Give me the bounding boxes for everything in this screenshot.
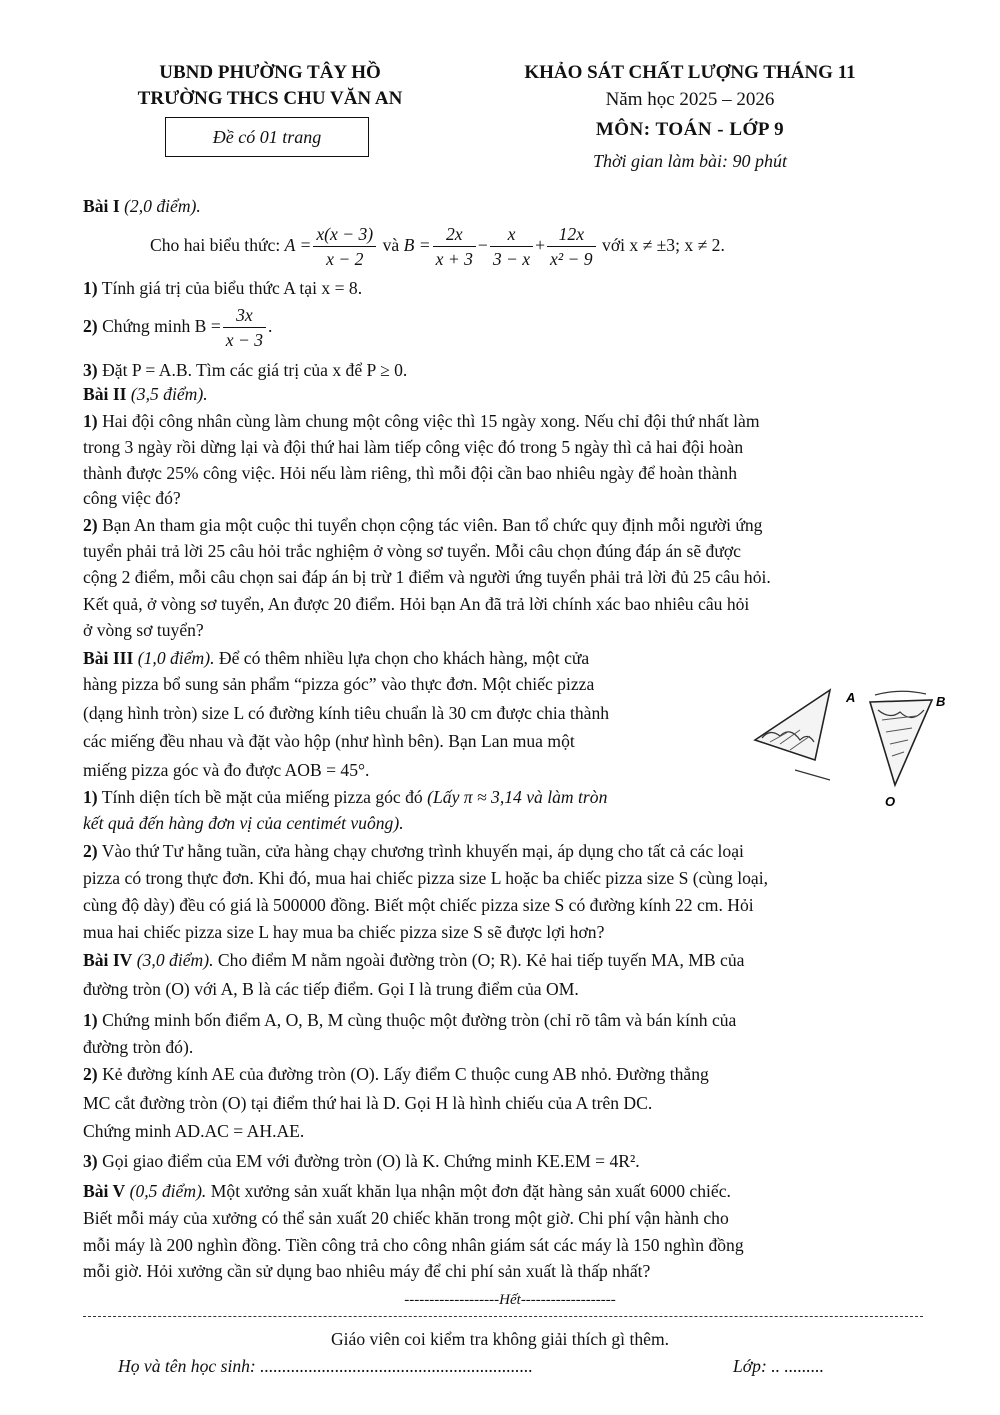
bai1-points: (2,0 điểm). bbox=[124, 196, 201, 216]
pizza-slice-left bbox=[755, 690, 830, 780]
bai2-p2-line1 bbox=[83, 514, 762, 537]
proctor-note: Giáo viên coi kiểm tra không giải thích gì thêm. bbox=[330, 1329, 670, 1349]
bai3-line4: các miếng đều nhau và đặt vào hộp (như hình bên). Bạn Lan mua một bbox=[83, 731, 575, 751]
and-word: và bbox=[382, 235, 400, 255]
bai2-title: Bài II bbox=[83, 384, 127, 404]
bai3-q2-text1: Vào thứ Tư hằng tuần, cửa hàng chạy chương trình khuyến mại, áp dụng cho tất cả các loại bbox=[101, 841, 744, 861]
bai1-q2-end: . bbox=[268, 316, 273, 336]
bai4-q2-label: 2) bbox=[83, 1064, 98, 1084]
expr-B-term2 bbox=[490, 222, 533, 271]
bai5-line2: Biết mỗi máy của xưởng có thể sản xuất 20 chiếc khăn trong một giờ. Chi phí vận hành cho bbox=[83, 1208, 729, 1228]
bai1-q2 bbox=[83, 300, 272, 352]
bai3-title: Bài III bbox=[83, 648, 134, 668]
bai3-q1-text1-italic: (Lấy π ≈ 3,14 và làm tròn bbox=[427, 787, 608, 807]
bai4-q2-line2: MC cắt đường tròn (O) tại điểm thứ hai là D. Gọi H là hình chiếu của A trên DC. bbox=[83, 1093, 653, 1113]
bai5-points: (0,5 điểm). bbox=[129, 1181, 207, 1201]
bai4-title: Bài IV bbox=[83, 950, 133, 970]
expr-A-label: A = bbox=[284, 235, 312, 255]
bai1-expressions bbox=[150, 220, 725, 271]
expr-A-denominator: x − 2 bbox=[326, 249, 364, 270]
plus-sign: + bbox=[535, 235, 546, 255]
bai3-q2-line1 bbox=[83, 840, 744, 863]
expr-B-term2-den: 3 − x bbox=[492, 249, 531, 270]
bai3-points: (1,0 điểm). bbox=[137, 648, 215, 668]
bai4-q3-label: 3) bbox=[83, 1151, 98, 1171]
expr-B-term3-den: x² − 9 bbox=[550, 249, 593, 270]
bai2-points: (3,5 điểm). bbox=[130, 384, 208, 404]
bai2-p2-line4: Kết quả, ở vòng sơ tuyển, An được 20 điểm. Hỏi bạn An đã trả lời chính xác bao nhiêu câu hỏi bbox=[83, 594, 750, 614]
bai2-p2-line5: ở vòng sơ tuyển? bbox=[83, 620, 204, 640]
bai2-p2-line2: tuyển phải trả lời 25 câu hỏi trắc nghiệm ở vòng sơ tuyển. Mỗi câu chọn đúng đáp án sẽ được bbox=[83, 541, 741, 561]
bai1-q1 bbox=[83, 277, 362, 300]
expr-B-term1 bbox=[433, 222, 476, 271]
bai3-line5: miếng pizza góc và đo được AOB = 45°. bbox=[83, 760, 370, 780]
bai3-line2: hàng pizza bổ sung sản phẩm “pizza góc” vào thực đơn. Một chiếc pizza bbox=[83, 674, 595, 694]
bai4-q1-line1 bbox=[83, 1009, 736, 1032]
bai5-text1: Một xưởng sản xuất khăn lụa nhận một đơn đặt hàng sản xuất 6000 chiếc. bbox=[210, 1181, 731, 1201]
expr-A-numerator: x(x − 3) bbox=[313, 222, 376, 247]
school-name: TRƯỜNG THCS CHU VĂN AN bbox=[137, 88, 403, 109]
bai3-line3: (dạng hình tròn) size L có đường kính tiêu chuẩn là 30 cm được chia thành bbox=[83, 703, 610, 723]
minus-sign: − bbox=[477, 235, 488, 255]
page-count-box: Đề có 01 trang bbox=[165, 117, 369, 157]
bai3-q2-line3: cùng độ dày) đều có giá là 500000 đồng. Biết một chiếc pizza size S có đường kính 22 cm. Hỏi bbox=[83, 895, 754, 915]
bai2-heading bbox=[83, 383, 208, 406]
bai2-p1-text1: Hai đội công nhân cùng làm chung một công việc thì 15 ngày xong. Nếu chỉ đội thứ nhất làm bbox=[102, 411, 760, 431]
bai4-q3-text: Gọi giao điểm của EM với đường tròn (O) là K. Chứng minh KE.EM = 4R². bbox=[102, 1151, 640, 1171]
bai2-p1-line4: công việc đó? bbox=[83, 488, 181, 508]
bai5-line3: mỗi máy là 200 nghìn đồng. Tiền công trả cho công nhân giám sát các máy là 150 nghìn đồng bbox=[83, 1235, 744, 1255]
bai5-line1 bbox=[83, 1180, 731, 1203]
bai2-p2-label: 2) bbox=[83, 515, 98, 535]
bai1-intro: Cho hai biểu thức: bbox=[150, 235, 281, 255]
bai4-q1-label: 1) bbox=[83, 1010, 98, 1030]
bai1-q3-text: Đặt P = A.B. Tìm các giá trị của x để P ≥ 0. bbox=[102, 360, 408, 380]
exam-duration: Thời gian làm bài: 90 phút bbox=[592, 151, 788, 171]
class-field: Lớp: .. ......... bbox=[733, 1356, 825, 1376]
bai5-title: Bài V bbox=[83, 1181, 126, 1201]
bai4-text1: Cho điểm M nằm ngoài đường tròn (O; R). Kẻ hai tiếp tuyến MA, MB của bbox=[217, 950, 745, 970]
bai3-q1-text1: Tính diện tích bề mặt của miếng pizza góc đó bbox=[101, 787, 423, 807]
domain-condition: với x ≠ ±3; x ≠ 2. bbox=[602, 235, 725, 255]
bai1-q1-label: 1) bbox=[83, 278, 98, 298]
label-A: A bbox=[846, 690, 856, 705]
bai3-q2-label: 2) bbox=[83, 841, 98, 861]
end-marker: -------------------Hết------------------- bbox=[404, 1292, 616, 1308]
bai3-q2-line4: mua hai chiếc pizza size L hay mua ba chiếc pizza size S sẽ được lợi hơn? bbox=[83, 922, 605, 942]
bai2-p1-line2: trong 3 ngày rồi dừng lại và đội thứ hai làm tiếp công việc đó trong 5 ngày thì cả hai đội hoàn bbox=[83, 437, 744, 457]
student-name-field: Họ và tên học sinh: .............................................................. bbox=[118, 1356, 533, 1376]
pizza-slice-right bbox=[870, 691, 932, 785]
bai4-line1 bbox=[83, 949, 744, 972]
bai1-q2-den: x − 3 bbox=[225, 330, 264, 351]
bai1-title: Bài I bbox=[83, 196, 120, 216]
bai2-p2-line3: cộng 2 điểm, mỗi câu chọn sai đáp án bị trừ 1 điểm và người ứng tuyển phải trả lời đủ 25 câu hỏi. bbox=[83, 567, 771, 587]
label-B: B bbox=[936, 694, 946, 709]
subject-grade: MÔN: TOÁN - LỚP 9 bbox=[595, 119, 785, 140]
bai1-q1-text: Tính giá trị của biểu thức A tại x = 8. bbox=[101, 278, 363, 298]
bai3-q1-line2: kết quả đến hàng đơn vị của centimét vuông). bbox=[83, 813, 404, 833]
expr-B-term2-num: x bbox=[490, 222, 533, 247]
school-district: UBND PHƯỜNG TÂY HỒ bbox=[159, 62, 381, 83]
expr-B-label: B = bbox=[403, 235, 431, 255]
expr-A-fraction bbox=[313, 222, 376, 271]
bai4-q2-line3: Chứng minh AD.AC = AH.AE. bbox=[83, 1121, 305, 1141]
bai3-q1-line1 bbox=[83, 786, 607, 809]
expr-B-term3 bbox=[547, 222, 596, 271]
bai1-q2-num: 3x bbox=[223, 303, 266, 328]
bai4-q1-line2: đường tròn đó). bbox=[83, 1037, 194, 1057]
expr-B-term1-den: x + 3 bbox=[435, 249, 473, 270]
bai1-q2-fraction bbox=[223, 303, 266, 352]
bai4-points: (3,0 điểm). bbox=[136, 950, 214, 970]
bai1-q2-text: Chứng minh B = bbox=[102, 316, 221, 336]
bai3-q2-line2: pizza có trong thực đơn. Khi đó, mua hai chiếc pizza size L hoặc ba chiếc pizza size S (cùng loại, bbox=[83, 868, 769, 888]
bai3-line1 bbox=[83, 647, 589, 670]
school-year: Năm học 2025 – 2026 bbox=[605, 89, 775, 110]
bai4-q1-text1: Chứng minh bốn điểm A, O, B, M cùng thuộc một đường tròn (chỉ rõ tâm và bán kính của bbox=[102, 1010, 737, 1030]
exam-title: KHẢO SÁT CHẤT LƯỢNG THÁNG 11 bbox=[524, 62, 856, 83]
pizza-slice-figure bbox=[740, 680, 950, 810]
bai3-text1: Để có thêm nhiều lựa chọn cho khách hàng, một cửa bbox=[218, 648, 590, 668]
bai4-line2: đường tròn (O) với A, B là các tiếp điểm. Gọi I là trung điểm của OM. bbox=[83, 979, 579, 999]
bai2-p1-line1 bbox=[83, 410, 760, 433]
bai4-q3 bbox=[83, 1150, 640, 1173]
bai1-q3 bbox=[83, 359, 407, 382]
bai4-q2-text1: Kẻ đường kính AE của đường tròn (O). Lấy điểm C thuộc cung AB nhỏ. Đường thẳng bbox=[102, 1064, 709, 1084]
footer-divider bbox=[83, 1316, 923, 1317]
bai3-q1-label: 1) bbox=[83, 787, 98, 807]
bai2-p1-line3: thành được 25% công việc. Hỏi nếu làm riêng, thì mỗi đội cần bao nhiêu ngày để hoàn thành bbox=[83, 463, 738, 483]
bai1-q2-label: 2) bbox=[83, 316, 98, 336]
bai4-q2-line1 bbox=[83, 1063, 709, 1086]
label-O: O bbox=[885, 794, 896, 809]
expr-B-term3-num: 12x bbox=[547, 222, 596, 247]
bai5-line4: mỗi giờ. Hỏi xưởng cần sử dụng bao nhiêu máy để chi phí sản xuất là thấp nhất? bbox=[83, 1261, 651, 1281]
bai2-p2-text1: Bạn An tham gia một cuộc thi tuyển chọn cộng tác viên. Ban tổ chức quy định mỗi người ứng bbox=[102, 515, 763, 535]
bai1-heading bbox=[83, 195, 201, 218]
expr-B-term1-num: 2x bbox=[433, 222, 476, 247]
bai2-p1-label: 1) bbox=[83, 411, 98, 431]
bai1-q3-label: 3) bbox=[83, 360, 98, 380]
